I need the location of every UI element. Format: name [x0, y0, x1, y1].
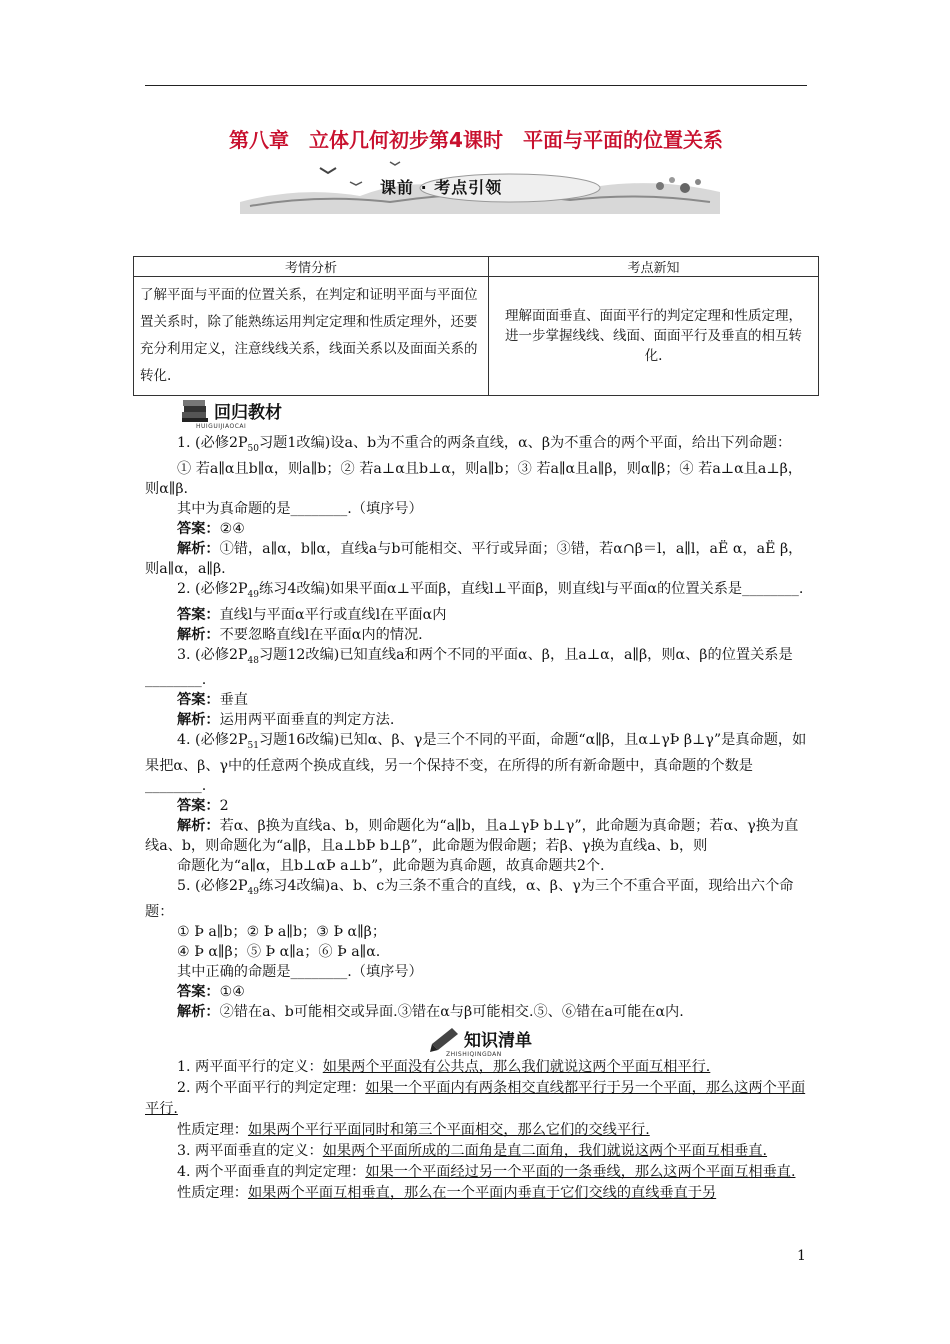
knowledge-item-3: 3. 两平面垂直的定义：如果两个平面所成的二面角是直二面角，我们就说这两个平面互相垂直. [177, 1143, 768, 1159]
q5-stem: 5. (必修$2P_{49}$练习4改编)a、b、c为三条不重合的直线，α、β、γ为三个不重合平面，现给出六个命题： [145, 878, 794, 921]
q1-answer: 答案：②④ [177, 520, 246, 537]
table-header-analysis: 考情分析 [134, 257, 489, 277]
analysis-table [133, 256, 819, 396]
q4-stem: 4. (必修$2P_{51}$习题16改编)已知α、β、γ是三个不同的平面，命题“α∥β，且α⊥γÞ β⊥γ”是真命题，如果把α、β、γ中的任意两个换成直线，另一个保持不变，在所得的所有新命题中，真命题的个数是________. [145, 732, 807, 795]
table-cell-new-knowledge: 理解面面垂直、面面平行的判定定理和性质定理，进一步掌握线线、线面、面面平行及垂直的相互转化. [489, 277, 819, 396]
q2-stem: 2. (必修$2P_{49}$练习4改编)如果平面α⊥平面β，直线l⊥平面β，则直线l与平面α的位置关系是________. [177, 580, 804, 600]
knowledge-item-1: 1. 两平面平行的定义：如果两个平面没有公共点，那么我们就说这两个平面互相平行. [177, 1059, 711, 1075]
knowledge-item-4-property: 性质定理：如果两个平面互相垂直，那么在一个平面内垂直于它们交线的直线垂直于另 [177, 1185, 717, 1201]
page-title: 第八章 立体几何初步第4课时 平面与平面的位置关系 [229, 128, 723, 152]
review-questions [145, 433, 807, 1022]
knowledge-list [145, 1057, 807, 1204]
banner-label: 课前 · 考点引领 [380, 178, 503, 197]
q1-props: ① 若a∥α且b∥α，则a∥b；② 若a⊥α且b⊥α，则a∥b；③ 若a∥α且a∥β，则α∥β；④ 若a⊥α且a⊥β，则α∥β. [145, 460, 803, 497]
q2-analysis: 解析：不要忽略直线l在平面α内的情况. [177, 626, 423, 643]
section-title-textbook: 回归教材 [214, 402, 282, 423]
section-header-textbook [180, 396, 282, 430]
knowledge-item-2-property: 性质定理：如果两个平行平面同时和第三个平面相交，那么它们的交线平行. [177, 1122, 650, 1138]
section-title-knowledge: 知识清单 [464, 1030, 532, 1051]
pen-icon [430, 1024, 460, 1052]
q3-stem: 3. (必修$2P_{48}$习题12改编)已知直线a和两个不同的平面α、β，且a⊥α，a∥β，则α、β的位置关系是________. [145, 646, 793, 689]
q2-answer: 答案：直线l与平面α平行或直线l在平面α内 [177, 606, 447, 623]
knowledge-item-4: 4. 两个平面垂直的判定定理：如果一个平面经过另一个平面的一条垂线，那么这两个平面互相垂直. [177, 1164, 796, 1180]
q4-analysis-cont: 命题化为“a∥α，且b⊥αÞ a⊥b”，此命题为真命题，故真命题共2个. [177, 858, 605, 875]
q5-line2: ④ Þ α∥β；⑤ Þ α∥a；⑥ Þ a∥α. [177, 944, 381, 961]
table-header-new-knowledge: 考点新知 [489, 257, 819, 277]
page-number: 1 [797, 1248, 806, 1264]
books-icon [180, 396, 210, 424]
q1-analysis: 解析：①错，a∥α，b∥α，直线a与b可能相交、平行或异面；③错，若α∩β＝l，a∥l，aË α，aË β，则a∥α，a∥β. [145, 540, 803, 577]
q5-analysis: 解析：②错在a、b可能相交或异面.③错在α与β可能相交.⑤、⑥错在a可能在α内. [177, 1004, 684, 1021]
q1-stem: 1. (必修$2P_{50}$习题1改编)设a、b为不重合的两条直线，α、β为不重合的两个平面，给出下列命题： [177, 435, 792, 454]
q3-analysis: 解析：运用两平面垂直的判定方法. [177, 712, 395, 729]
table-cell-analysis: 了解平面与平面的位置关系，在判定和证明平面与平面位置关系时，除了能熟练运用判定定理和性质定理外，还要充分利用定义，注意线线关系，线面关系以及面面关系的转化. [134, 277, 489, 396]
q1-ask: 其中为真命题的是________.（填序号） [177, 500, 423, 517]
section-header-knowledge [430, 1024, 532, 1058]
section-pinyin-textbook: HUIGUIJIAOCAI [196, 423, 247, 430]
q4-answer: 答案：2 [177, 798, 229, 815]
q3-answer: 答案：垂直 [177, 692, 248, 709]
q5-line1: ① Þ a∥b；② Þ a∥b；③ Þ α∥β； [177, 924, 387, 941]
q5-answer: 答案：①④ [177, 984, 246, 1001]
top-rule [145, 85, 807, 86]
q5-ask: 其中正确的命题是________.（填序号） [177, 964, 423, 981]
q4-analysis: 解析：若α、β换为直线a、b，则命题化为“a∥b，且a⊥γÞ b⊥γ”，此命题为真命题；若α、γ换为直线a、b，则命题化为“a∥β，且a⊥bÞ b⊥β”，此命题为假命题；若β、γ换为直线a、b，则 [145, 818, 799, 855]
section-pinyin-knowledge: ZHISHIQINGDAN [446, 1051, 502, 1058]
knowledge-item-2: 2. 两个平面平行的判定定理：如果一个平面内有两条相交直线都平行于另一个平面，那么这两个平面平行. [145, 1080, 806, 1117]
